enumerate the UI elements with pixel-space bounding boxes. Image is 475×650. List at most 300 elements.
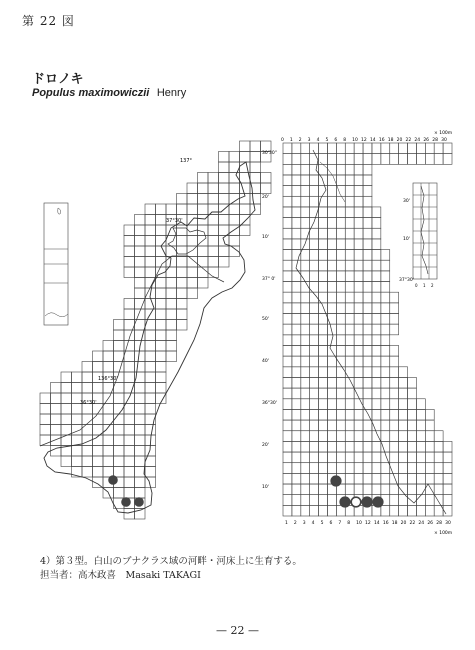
profile-grid-cell (301, 186, 310, 197)
profile-bottom-tick-label: 26 (427, 521, 434, 526)
profile-grid-cell (283, 282, 292, 293)
profile-grid-cell (372, 345, 381, 356)
profile-grid-cell (416, 441, 425, 452)
profile-grid-cell (390, 367, 399, 378)
profile-grid-cell (327, 505, 336, 516)
profile-grid-cell (372, 260, 381, 271)
profile-grid-cell (416, 431, 425, 442)
map-grid-cell (61, 414, 72, 425)
profile-grid-cell (372, 250, 381, 261)
profile-grid-cell (283, 175, 292, 186)
map-grid-cell (124, 351, 135, 362)
profile-grid-cell (319, 228, 328, 239)
map-grid-cell (135, 246, 146, 257)
profile-bottom-tick-label: 6 (329, 521, 333, 526)
map-grid-cell (114, 467, 125, 478)
profile-grid-cell (354, 324, 363, 335)
profile-grid-cell (425, 505, 434, 516)
profile-grid-cell (319, 441, 328, 452)
map-grid-cell (145, 215, 156, 226)
profile-grid-cell (345, 335, 354, 346)
map-grid-cell (135, 404, 146, 415)
profile-grid-cell (336, 463, 345, 474)
map-grid-cell (135, 278, 146, 289)
profile-grid-cell (354, 175, 363, 186)
profile-grid-cell (283, 473, 292, 484)
profile-grid-cell (443, 505, 452, 516)
map-grid-cell (187, 194, 198, 205)
profile-inset-lat-30: 30' (403, 199, 410, 204)
profile-grid-cell (336, 154, 345, 165)
profile-grid-cell (345, 175, 354, 186)
profile-grid-cell (399, 409, 408, 420)
profile-latitude-label: 37° 0' (262, 277, 276, 282)
map-grid-cell (229, 152, 240, 163)
profile-grid-cell (283, 367, 292, 378)
map-grid-cell (229, 215, 240, 226)
profile-grid-cell (363, 388, 372, 399)
profile-grid-cell (381, 250, 390, 261)
map-grid-cell (124, 341, 135, 352)
profile-grid-cell (301, 399, 310, 410)
profile-grid-cell (310, 463, 319, 474)
profile-grid-cell (399, 388, 408, 399)
profile-grid-cell (381, 271, 390, 282)
profile-grid-cell (408, 409, 417, 420)
profile-grid-cell (292, 228, 301, 239)
profile-grid-cell (292, 345, 301, 356)
profile-grid-cell (372, 399, 381, 410)
profile-grid-cell (319, 164, 328, 175)
profile-grid-cell (283, 505, 292, 516)
profile-grid-cell (327, 282, 336, 293)
profile-grid-cell (336, 409, 345, 420)
profile-inset-lat-37-30: 37°30' (399, 278, 414, 283)
profile-top-tick-label: 24 (414, 138, 421, 143)
profile-grid-cell (292, 420, 301, 431)
profile-grid-cell (327, 250, 336, 261)
map-grid-cell (114, 488, 125, 499)
map-grid-cell (177, 194, 188, 205)
profile-grid-cell (354, 207, 363, 218)
profile-grid-cell (363, 303, 372, 314)
profile-occurrence-marker-filled (362, 497, 372, 507)
map-grid-cell (187, 267, 198, 278)
profile-grid-cell (381, 303, 390, 314)
profile-grid-cell (345, 239, 354, 250)
profile-grid-cell (301, 367, 310, 378)
profile-grid-cell (301, 377, 310, 388)
profile-grid-cell (292, 303, 301, 314)
map-grid-cell (103, 456, 114, 467)
profile-occurrence-markers (331, 476, 383, 507)
profile-grid-cell (443, 473, 452, 484)
profile-grid-cell (292, 495, 301, 506)
profile-top-tick-label: 18 (387, 138, 394, 143)
profile-grid-cell (292, 292, 301, 303)
profile-bottom-tick-label: 8 (347, 521, 351, 526)
profile-grid-cell (363, 367, 372, 378)
species-japanese-name: ドロノキ (32, 72, 84, 87)
profile-top-tick-label: 2 (298, 138, 302, 143)
map-grid-cell (103, 341, 114, 352)
profile-grid-cell (292, 207, 301, 218)
map-grid-cell (135, 393, 146, 404)
profile-inset-axis-1: 1 (423, 283, 426, 288)
profile-grid-cell (327, 260, 336, 271)
profile-grid-cell (363, 186, 372, 197)
map-grid-cell (219, 246, 230, 257)
profile-grid-cell (381, 431, 390, 442)
map-grid-cell (72, 414, 83, 425)
map-grid-cell (114, 330, 125, 341)
map-grid-cell (166, 341, 177, 352)
profile-grid-cell (336, 196, 345, 207)
profile-grid-cell (372, 292, 381, 303)
map-grid-cell (135, 414, 146, 425)
profile-grid-cell (336, 314, 345, 325)
profile-grid-cell (363, 377, 372, 388)
map-grid-cell (135, 225, 146, 236)
map-grid-cell (51, 425, 62, 436)
profile-grid-cell (345, 303, 354, 314)
map-grid-cell (124, 225, 135, 236)
map-grid-cell (208, 204, 219, 215)
map-grid-cell (103, 351, 114, 362)
profile-grid-cell (292, 441, 301, 452)
profile-grid-cell (399, 420, 408, 431)
map-grid-cell (166, 204, 177, 215)
profile-grid-cell (354, 409, 363, 420)
profile-grid-cell (283, 314, 292, 325)
map-grid-cell (51, 383, 62, 394)
profile-grid-cell (283, 335, 292, 346)
profile-grid-cell (336, 377, 345, 388)
profile-grid-cell (345, 473, 354, 484)
profile-grid-cell (292, 473, 301, 484)
profile-grid-cell (283, 250, 292, 261)
profile-grid-cell (390, 431, 399, 442)
map-grid-cell (93, 383, 104, 394)
profile-grid-cell (381, 335, 390, 346)
map-grid-cell (145, 467, 156, 478)
map-grid-cell (177, 267, 188, 278)
profile-grid-cell (372, 228, 381, 239)
profile-grid-cell (363, 207, 372, 218)
profile-grid-cell (292, 377, 301, 388)
profile-grid-cell (301, 420, 310, 431)
profile-grid-cell (381, 409, 390, 420)
profile-grid-cell (301, 505, 310, 516)
profile-grid-cell (336, 420, 345, 431)
profile-grid-cell (381, 463, 390, 474)
profile-grid-cell (319, 335, 328, 346)
map-grid-cell (240, 225, 251, 236)
map-grid-cell (219, 173, 230, 184)
profile-grid-cell (354, 303, 363, 314)
profile-grid-cell (327, 399, 336, 410)
profile-grid-cell (381, 314, 390, 325)
profile-inset-axis-2: 2 (431, 283, 434, 288)
profile-grid-cell (301, 463, 310, 474)
profile-grid-cell (319, 473, 328, 484)
profile-grid-cell (399, 143, 408, 154)
profile-grid-cell (354, 218, 363, 229)
profile-grid-cell (301, 207, 310, 218)
map-grid-cell (72, 446, 83, 457)
map-grid-cell (124, 404, 135, 415)
profile-latitude-label: 10' (262, 485, 269, 490)
profile-grid-cell (336, 345, 345, 356)
profile-grid-cell (399, 484, 408, 495)
map-grid-cell (166, 225, 177, 236)
profile-grid-cell (283, 345, 292, 356)
profile-top-tick-label: 6 (334, 138, 338, 143)
map-grid-cell (187, 236, 198, 247)
profile-top-tick-label: 5 (325, 138, 329, 143)
profile-grid-cell (363, 250, 372, 261)
profile-grid-cell (363, 324, 372, 335)
profile-grid-cell (292, 218, 301, 229)
profile-grid-cell (372, 367, 381, 378)
profile-top-tick-label: 26 (423, 138, 430, 143)
profile-top-tick-label: 16 (378, 138, 385, 143)
profile-grid-cell (372, 154, 381, 165)
map-grid-cell (135, 383, 146, 394)
map-grid-cell (187, 246, 198, 257)
profile-grid-cell (372, 377, 381, 388)
profile-grid-cell (319, 484, 328, 495)
profile-grid-cell (301, 143, 310, 154)
profile-grid-cell (399, 452, 408, 463)
profile-grid-cell (345, 228, 354, 239)
profile-grid-cell (345, 484, 354, 495)
map-grid-cell (156, 236, 167, 247)
profile-grid-cell (336, 441, 345, 452)
map-grid-cell (198, 278, 209, 289)
profile-grid-cell (292, 335, 301, 346)
profile-bottom-tick-label: 16 (382, 521, 389, 526)
profile-grid-cell (283, 292, 292, 303)
map-grid-cell (208, 225, 219, 236)
profile-grid-cell (327, 388, 336, 399)
map-grid-cell (219, 183, 230, 194)
map-label-lon-136-30: 136°30' (98, 376, 118, 382)
profile-grid-cell (416, 505, 425, 516)
profile-grid-cell (416, 484, 425, 495)
profile-grid-cell (390, 377, 399, 388)
map-grid-cell (51, 414, 62, 425)
profile-grid-cell (336, 399, 345, 410)
figure-label: 第 22 図 (22, 14, 75, 28)
profile-grid-cell (319, 143, 328, 154)
map-grid-cell (61, 425, 72, 436)
profile-bottom-tick-label: 14 (373, 521, 380, 526)
profile-grid-cell (310, 473, 319, 484)
profile-grid-cell (319, 367, 328, 378)
profile-grid-cell (327, 228, 336, 239)
profile-grid-cell (319, 250, 328, 261)
profile-grid-cell (354, 164, 363, 175)
map-island-outline (58, 208, 61, 214)
profile-grid-cell (416, 420, 425, 431)
profile-grid-cell (345, 164, 354, 175)
profile-grid-cell (327, 367, 336, 378)
profile-grid-cell (399, 505, 408, 516)
profile-grid-cell (336, 367, 345, 378)
profile-grid-cell (372, 388, 381, 399)
profile-grid-cell (319, 431, 328, 442)
profile-grid-cell (327, 196, 336, 207)
profile-latitude-label: 30'30" (262, 151, 277, 156)
profile-grid-cell (345, 388, 354, 399)
profile-grid-cell (301, 495, 310, 506)
profile-grid-cell (319, 399, 328, 410)
profile-grid-cell (345, 345, 354, 356)
profile-grid-cell (390, 473, 399, 484)
map-grid-cell (135, 446, 146, 457)
map-grid-cell (156, 351, 167, 362)
profile-grid-cell (425, 409, 434, 420)
profile-grid-cell (310, 399, 319, 410)
profile-grid-cell (283, 239, 292, 250)
profile-grid-cell (408, 143, 417, 154)
map-grid-cell (51, 393, 62, 404)
profile-grid-cell (327, 452, 336, 463)
profile-latitude-label: 10' (262, 235, 269, 240)
profile-grid-cell (354, 356, 363, 367)
profile-grid-cell (310, 495, 319, 506)
profile-grid-cell (283, 143, 292, 154)
profile-grid-cell (363, 218, 372, 229)
profile-grid-cell (310, 164, 319, 175)
profile-grid-cell (381, 388, 390, 399)
map-grid-cell (124, 362, 135, 373)
profile-grid-cell (390, 345, 399, 356)
profile-top-tick-label: 8 (343, 138, 347, 143)
map-grid-cell (61, 372, 72, 383)
map-grid-cell (124, 467, 135, 478)
profile-grid-cell (345, 186, 354, 197)
map-grid-cell (145, 341, 156, 352)
profile-bottom-tick-label: 1 (285, 521, 288, 526)
map-grid-cell (198, 173, 209, 184)
profile-occurrence-marker-filled (373, 497, 383, 507)
map-grid-cell (135, 288, 146, 299)
profile-grid-cell (283, 420, 292, 431)
profile-grid-cell (301, 431, 310, 442)
map-grid-cell (124, 257, 135, 268)
profile-grid-cell (283, 431, 292, 442)
map-grid-cell (177, 204, 188, 215)
profile-grid-cell (292, 484, 301, 495)
map-grid-cell (166, 299, 177, 310)
map-grid-cell (135, 435, 146, 446)
profile-grid-cell (283, 463, 292, 474)
profile-grid-cell (327, 314, 336, 325)
map-grid-cell (61, 435, 72, 446)
profile-grid-cell (292, 452, 301, 463)
map-grid-cell (145, 351, 156, 362)
profile-grid-cell (399, 377, 408, 388)
profile-grid-cell (336, 175, 345, 186)
map-grid-cell (219, 257, 230, 268)
profile-grid-cell (354, 484, 363, 495)
profile-grid-cell (310, 260, 319, 271)
profile-grid-cell (336, 431, 345, 442)
profile-grid-cell (283, 409, 292, 420)
profile-grid-cell (381, 420, 390, 431)
profile-grid-cell (292, 324, 301, 335)
profile-grid-cell (327, 463, 336, 474)
profile-grid-cell (443, 452, 452, 463)
profile-grid-cell (425, 143, 434, 154)
profile-grid-cell (345, 196, 354, 207)
map-grid-cell (229, 204, 240, 215)
profile-latitude-label: 20' (262, 443, 269, 448)
map-grid-cell (135, 215, 146, 226)
map-grid-cell (145, 362, 156, 373)
profile-grid-cell (292, 463, 301, 474)
map-grid-cell (177, 225, 188, 236)
profile-grid-cell (283, 271, 292, 282)
map-grid-cell (114, 425, 125, 436)
profile-grid-cell (425, 441, 434, 452)
profile-bottom-unit: × 100m (434, 531, 453, 536)
map-grid-cell (177, 299, 188, 310)
map-grid-cell (103, 446, 114, 457)
profile-grid-cell (381, 399, 390, 410)
map-grid-cell (219, 225, 230, 236)
map-grid-cell (240, 215, 251, 226)
profile-grid-cell (292, 409, 301, 420)
profile-grid-cell (399, 431, 408, 442)
profile-top-tick-label: 22 (405, 138, 412, 143)
map-label-lat-37-30: 37°30' (166, 218, 183, 224)
profile-bottom-tick-label: 28 (436, 521, 442, 526)
map-grid-cell (177, 246, 188, 257)
profile-grid-cell (292, 505, 301, 516)
profile-grid-cell (381, 484, 390, 495)
profile-grid-cell (372, 441, 381, 452)
map-grid-cell (156, 225, 167, 236)
profile-grid-cell (327, 292, 336, 303)
profile-grid-cell (310, 431, 319, 442)
profile-grid-cell (425, 154, 434, 165)
profile-grid-cell (408, 463, 417, 474)
profile-grid-cell (372, 356, 381, 367)
profile-grid-cell (319, 495, 328, 506)
profile-grid-cell (301, 250, 310, 261)
profile-grid-cell (363, 175, 372, 186)
profile-grid-cell (292, 356, 301, 367)
map-grid-cell (51, 435, 62, 446)
map-grid-cell (82, 362, 93, 373)
profile-grid-cell (372, 239, 381, 250)
map-grid-cell (208, 215, 219, 226)
map-grid-cell (198, 183, 209, 194)
profile-grid-cell (390, 292, 399, 303)
map-grid-cell (114, 446, 125, 457)
profile-grid-cell (292, 186, 301, 197)
profile-grid-cell (319, 452, 328, 463)
profile-grid-cell (354, 473, 363, 484)
profile-grid-cell (434, 473, 443, 484)
map-grid-cell (219, 215, 230, 226)
map-grid-cell (219, 194, 230, 205)
profile-grid-cell (327, 441, 336, 452)
map-grid-cell (124, 393, 135, 404)
